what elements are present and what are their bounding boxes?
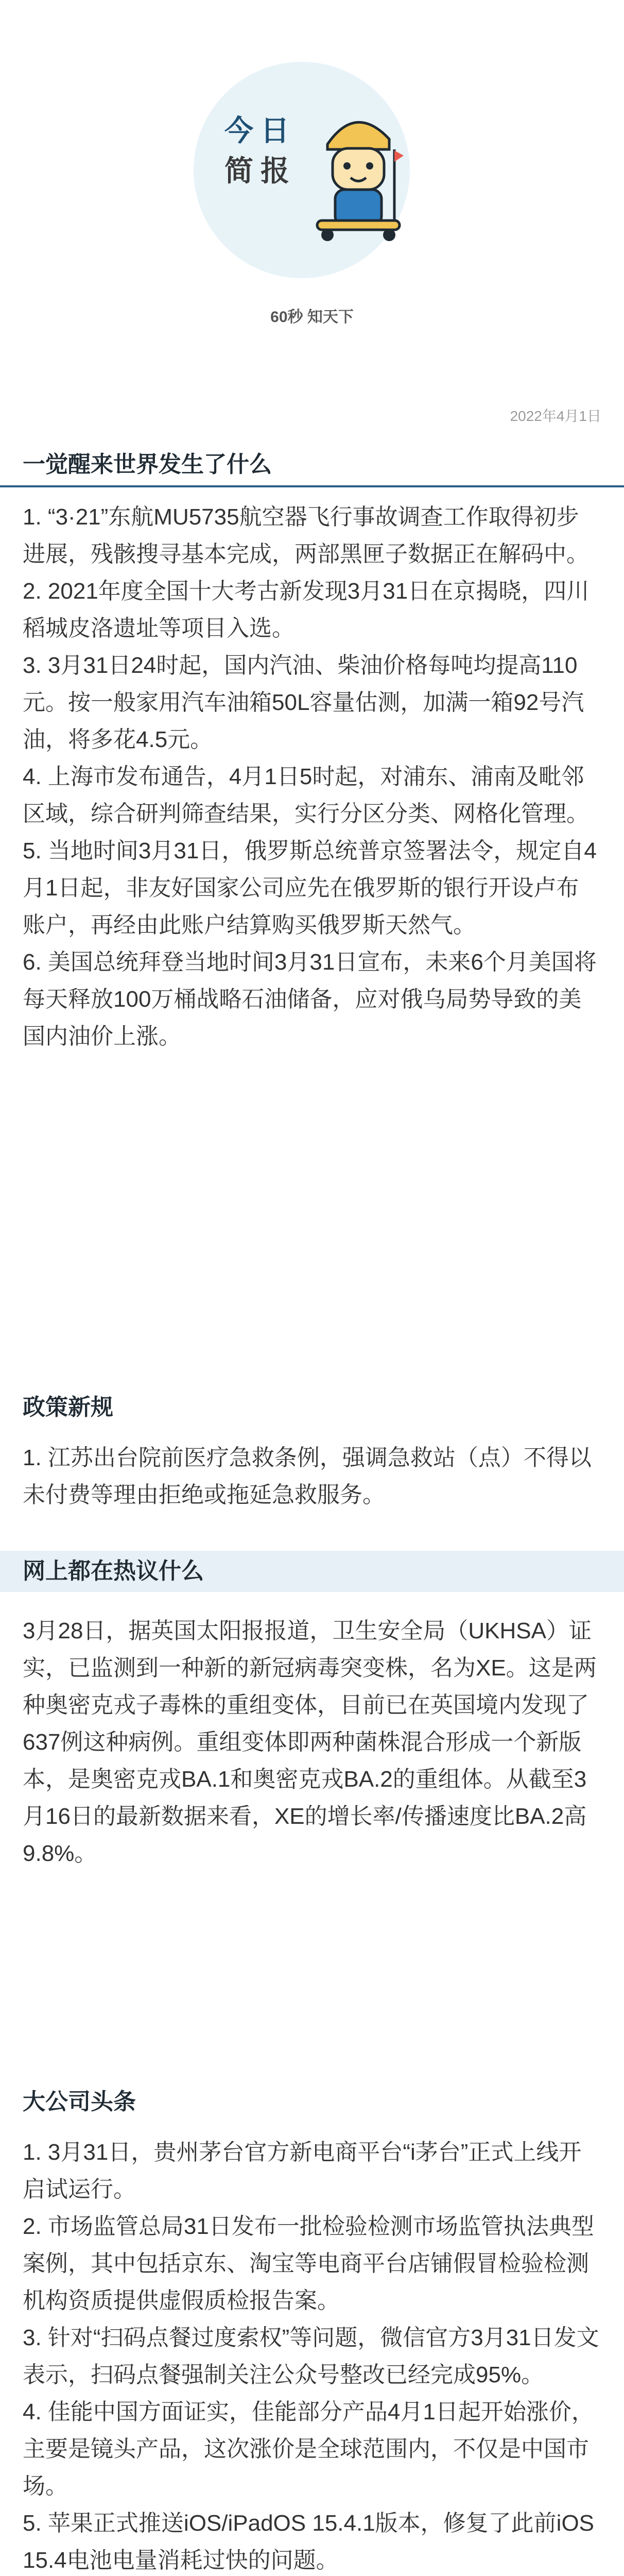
list-item: 4. 上海市发布通告，4月1日5时起，对浦东、浦南及毗邻区域，综合研判筛查结果，实行分区分类、网格化管理。 [23, 764, 589, 826]
section-title: 一觉醒来世界发生了什么 [0, 444, 624, 487]
news-list [0, 1428, 624, 1514]
list-item: 2. 2021年度全国十大考古新发现3月31日在京揭晓，四川稻城皮洛遗址等项目入选。 [23, 579, 590, 641]
logo-wordmark [224, 111, 297, 191]
logo-badge [194, 62, 410, 278]
list-item: 3. 针对“扫码点餐过度索权”等问题，微信官方3月31日发文表示，扫码点餐强制关注公众号整改已经完成95%。 [23, 2325, 599, 2387]
news-list [0, 487, 624, 1055]
header [0, 0, 624, 361]
list-item: 1. “3·21”东航MU5735航空器飞行事故调查工作取得初步进展，残骸搜寻基本完成，两部黑匣子数据正在解码中。 [23, 504, 589, 567]
list-item: 5. 苹果正式推送iOS/iPadOS 15.4.1版本，修复了此前iOS 15.4电池电量消耗过快的问题。 [23, 2511, 595, 2573]
issue-date: 2022年4月1日 [510, 408, 601, 424]
list-item: 5. 当地时间3月31日，俄罗斯总统普京签署法令，规定自4月1日起，非友好国家公司应先在俄罗斯的银行开设卢布账户，再经由此账户结算购买俄罗斯天然气。 [23, 838, 597, 938]
list-item: 6. 美国总统拜登当地时间3月31日宣布，未来6个月美国将每天释放100万桶战略石油储备，应对俄乌局势导致的美国内油价上涨。 [23, 950, 597, 1049]
tagline: 60秒 知天下 [270, 309, 354, 326]
section-title: 政策新规 [23, 1395, 113, 1420]
logo-line-1: 今日 [224, 114, 297, 147]
section-world-news [0, 444, 624, 1055]
section-company-headlines [0, 2081, 624, 2576]
section-policy [0, 1387, 624, 1514]
section-hot-topics [0, 1551, 624, 1872]
list-item: 4. 佳能中国方面证实，佳能部分产品4月1日起开始涨价，主要是镜头产品，这次涨价是全球范围内，不仅是中国市场。 [23, 2399, 594, 2499]
list-item: 3. 3月31日24时起，国内汽油、柴油价格每吨均提高110元。按一般家用汽车油箱50L容量估测，加满一箱92号汽油，将多花4.5元。 [23, 653, 584, 752]
mascot-icon [307, 108, 405, 242]
topic-paragraph: 3月28日，据英国太阳报报道，卫生安全局（UKHSA）证实，已监测到一种新的新冠病毒突变株，名为XE。这是两种奥密克戎子毒株的重组变体，目前已在英国境内发现了637例这种病例。重组变体即两种菌株混合形成一个新版本，是奥密克戎BA.1和奥密克戎BA.2的重组体。从截至3月16日的最新数据来看，XE的增长率/传播速度比BA.2高9.8%。 [23, 1618, 597, 1866]
list-item: 1. 江苏出台院前医疗急救条例，强调急救站（点）不得以未付费等理由拒绝或拖延急救服务。 [23, 1445, 592, 1507]
section-title: 大公司头条 [23, 2089, 136, 2114]
logo-line-2: 简报 [224, 155, 297, 187]
section-title: 网上都在热议什么 [0, 1551, 624, 1592]
topic-body [0, 1592, 624, 1872]
list-item: 1. 3月31日，贵州茅台官方新电商平台“i茅台”正式上线开启试运行。 [23, 2140, 582, 2202]
news-list [0, 2123, 624, 2576]
list-item: 2. 市场监管总局31日发布一批检验检测市场监管执法典型案例，其中包括京东、淘宝等电商平台店铺假冒检验检测机构资质提供虚假质检报告案。 [23, 2214, 594, 2313]
